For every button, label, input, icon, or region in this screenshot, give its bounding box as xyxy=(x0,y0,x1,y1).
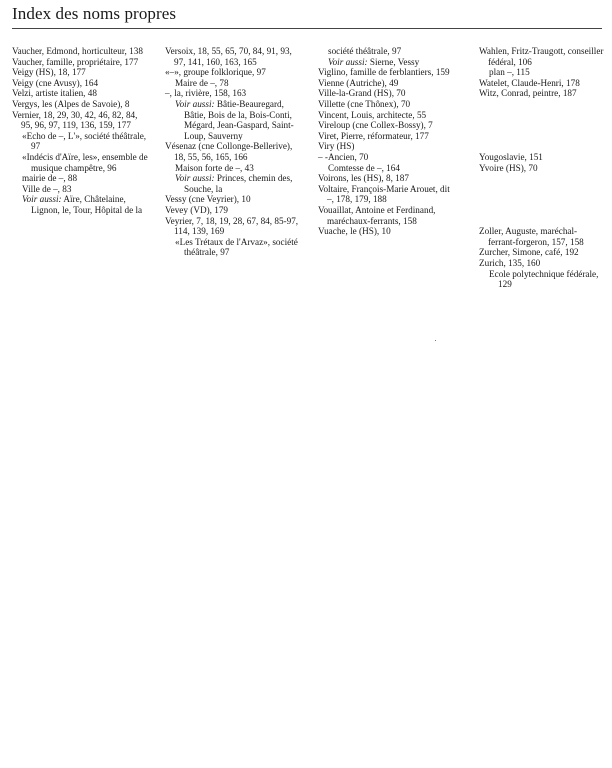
index-entry: Vincent, Louis, architecte, 55 xyxy=(318,109,427,120)
index-entry: Voirons, les (HS), 8, 187 xyxy=(318,173,409,184)
index-subentry: Ville de –, 83 xyxy=(22,183,72,194)
index-subentry: Ecole polytechnique fédérale, 129 xyxy=(489,268,599,290)
index-entry: Viglino, famille de ferblantiers, 159 xyxy=(318,67,450,78)
index-entry: Wahlen, Fritz-Traugott, conseiller fédéral, 106 xyxy=(479,46,604,67)
index-subentry: Maison forte de –, 43 xyxy=(175,162,254,173)
index-entry: Vuache, le (HS), 10 xyxy=(318,226,391,237)
index-subentry: Voir aussi: Sierne, Vessy xyxy=(328,56,420,67)
index-entry: Vergys, les (Alpes de Savoie), 8 xyxy=(12,98,130,109)
index-subentry: Voir aussi: Bâtie-Beauregard, Bâtie, Bois de la, Bois-Conti, Mégard, Jean-Gaspard, Saint-Loup, Sauverny xyxy=(175,98,294,141)
index-subentry: mairie de –, 88 xyxy=(22,173,78,184)
index-entry: Vernier, 18, 29, 30, 42, 46, 82, 84, 95, 96, 97, 119, 136, 159, 177 xyxy=(12,109,138,131)
index-entry: Versoix, 18, 55, 65, 70, 84, 91, 93, 97, 141, 160, 163, 165 xyxy=(165,46,292,67)
see-also-label: Voir aussi: xyxy=(328,56,368,67)
index-entry: Vésenaz (cne Collonge-Bellerive), 18, 55, 56, 165, 166 xyxy=(165,141,293,162)
index-subentry: «Indécis d'Aïre, les», ensemble de musique champêtre, 96 xyxy=(22,151,148,173)
index-entry: Vessy (cne Veyrier), 10 xyxy=(165,194,251,205)
scan-speck xyxy=(435,340,436,341)
index-subentry: Maire de –, 78 xyxy=(175,77,229,88)
see-also-label: Voir aussi: xyxy=(175,98,215,109)
see-also-label: Voir aussi: xyxy=(22,194,62,205)
page-title: Index des noms propres xyxy=(12,4,177,23)
index-entry: –, la, rivière, 158, 163 xyxy=(165,88,247,99)
index-entry: Zurcher, Simone, café, 192 xyxy=(479,247,579,258)
index-subentry: société théâtrale, 97 xyxy=(328,46,402,56)
index-entry: Viret, Pierre, réformateur, 177 xyxy=(318,130,429,141)
index-subentry: Voir aussi: Princes, chemin des, Souche, la xyxy=(175,173,293,194)
index-column-2 xyxy=(165,46,303,258)
index-entry: Ville-la-Grand (HS), 70 xyxy=(318,88,406,99)
index-column-4 xyxy=(479,46,604,290)
index-entry: Witz, Conrad, peintre, 187 xyxy=(479,88,577,99)
title-rule xyxy=(12,28,602,29)
index-subentry: Comtesse de –, 164 xyxy=(328,162,400,173)
index-entry: «–», groupe folklorique, 97 xyxy=(165,67,266,78)
index-entry: Vienne (Autriche), 49 xyxy=(318,77,399,88)
index-entry: Vireloup (cne Collex-Bossy), 7 xyxy=(318,120,433,131)
index-entry: Villette (cne Thônex), 70 xyxy=(318,98,411,109)
index-entry: Vouaillat, Antoine et Ferdinand, maréchaux-ferrants, 158 xyxy=(318,204,436,226)
index-subentry: plan –, 115 xyxy=(489,67,530,78)
index-entry: Vaucher, Edmond, horticulteur, 138 xyxy=(12,46,143,56)
index-subentry: «Les Trétaux de l'Arvaz», société théâtrale, 97 xyxy=(175,236,298,258)
index-entry: Yvoire (HS), 70 xyxy=(479,162,538,173)
index-entry: Yougoslavie, 151 xyxy=(479,151,543,162)
index-subentry: «Echo de –, L'», société théâtrale, 97 xyxy=(22,130,147,152)
index-entry: Zoller, Auguste, maréchal-ferrant-forgeron, 157, 158 xyxy=(479,226,584,247)
index-subentry: Voir aussi: Aïre, Châtelaine, Lignon, le, Tour, Hôpital de la xyxy=(22,194,143,215)
index-entry: Voltaire, François-Marie Arouet, dit –, 178, 179, 188 xyxy=(318,183,450,205)
index-column-1 xyxy=(12,46,150,216)
index-entry: Vevey (VD), 179 xyxy=(165,204,229,215)
index-entry: Watelet, Claude-Henri, 178 xyxy=(479,77,580,88)
index-entry: – -Ancien, 70 xyxy=(318,151,369,162)
see-also-label: Voir aussi: xyxy=(175,173,215,184)
index-entry: Zurich, 135, 160 xyxy=(479,257,541,268)
index-entry: Vaucher, famille, propriétaire, 177 xyxy=(12,56,139,67)
index-column-3 xyxy=(318,46,456,237)
index-entry: Velzi, artiste italien, 48 xyxy=(12,88,97,99)
index-entry: Veigy (cne Avusy), 164 xyxy=(12,77,99,88)
index-entry: Veigy (HS), 18, 177 xyxy=(12,67,86,78)
index-entry: Veyrier, 7, 18, 19, 28, 67, 84, 85-97, 114, 139, 169 xyxy=(165,215,299,237)
index-entry: Viry (HS) xyxy=(318,141,355,152)
